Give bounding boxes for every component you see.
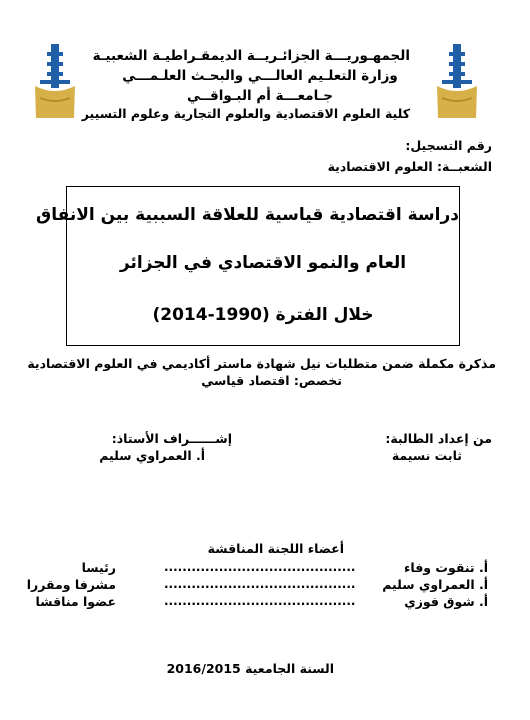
title-line-1: دراسة اقتصادية قياسية للعلاقة السببية بين الانفاق [36, 205, 459, 225]
committee-member-name: أ. العمراوي سليم [382, 577, 488, 592]
registration-label: رقم التسجيل: [405, 138, 492, 153]
supervisor-label: إشــــــراف الأستاذ: [111, 431, 232, 446]
memo-description: مذكرة مكملة ضمن متطلبات نيل شهادة ماستر أكاديمي في العلوم الاقتصادية [27, 356, 496, 371]
committee-member-name: أ. شوق فوزي [404, 594, 488, 609]
committee-member-dots: .......................................... [164, 594, 356, 608]
committee-member-role: رئيسا [81, 560, 116, 575]
committee-member-role: مشرفا ومقررا [26, 577, 116, 592]
university-logo-right [432, 38, 482, 123]
title-line-2: العام والنمو الاقتصادي في الجزائر [119, 253, 407, 273]
academic-year: السنة الجامعية 2016/2015 [166, 661, 334, 676]
committee-member-name: أ. تنقوت وفاء [404, 560, 488, 575]
committee-heading: أعضاء اللجنة المناقشة [207, 541, 344, 556]
committee-member-role: عضوا مناقشا [35, 594, 116, 609]
committee-member-dots: .......................................... [164, 577, 356, 591]
header-republic: الجمهـوريـــة الجزائـريــة الديمقـراطيـة الشعبيـة [92, 48, 410, 64]
committee-table [0, 557, 530, 617]
university-logo-left [30, 38, 80, 123]
supervisor-name: أ. العمراوي سليم [99, 448, 205, 463]
student-label: من إعداد الطالبة: [385, 431, 492, 446]
student-name: ثابت نسيمة [391, 448, 462, 463]
header-university: جـامعـــة أم البـواقــي [187, 88, 333, 104]
title-box [36, 186, 460, 346]
title-line-3: خلال الفترة (1990-2014) [152, 305, 374, 325]
branch-label: الشعبــة: العلوم الاقتصادية [327, 159, 492, 174]
specialty-label: تخصص: اقتصاد قياسي [201, 373, 342, 388]
committee-member-dots: .......................................... [164, 560, 356, 574]
header-ministry: وزارة التعلـيم العالـــي والبحـث العلـمـــي [122, 68, 398, 84]
header-faculty: كلية العلوم الاقتصادية والعلوم التجارية وعلوم التسيير [81, 106, 410, 121]
